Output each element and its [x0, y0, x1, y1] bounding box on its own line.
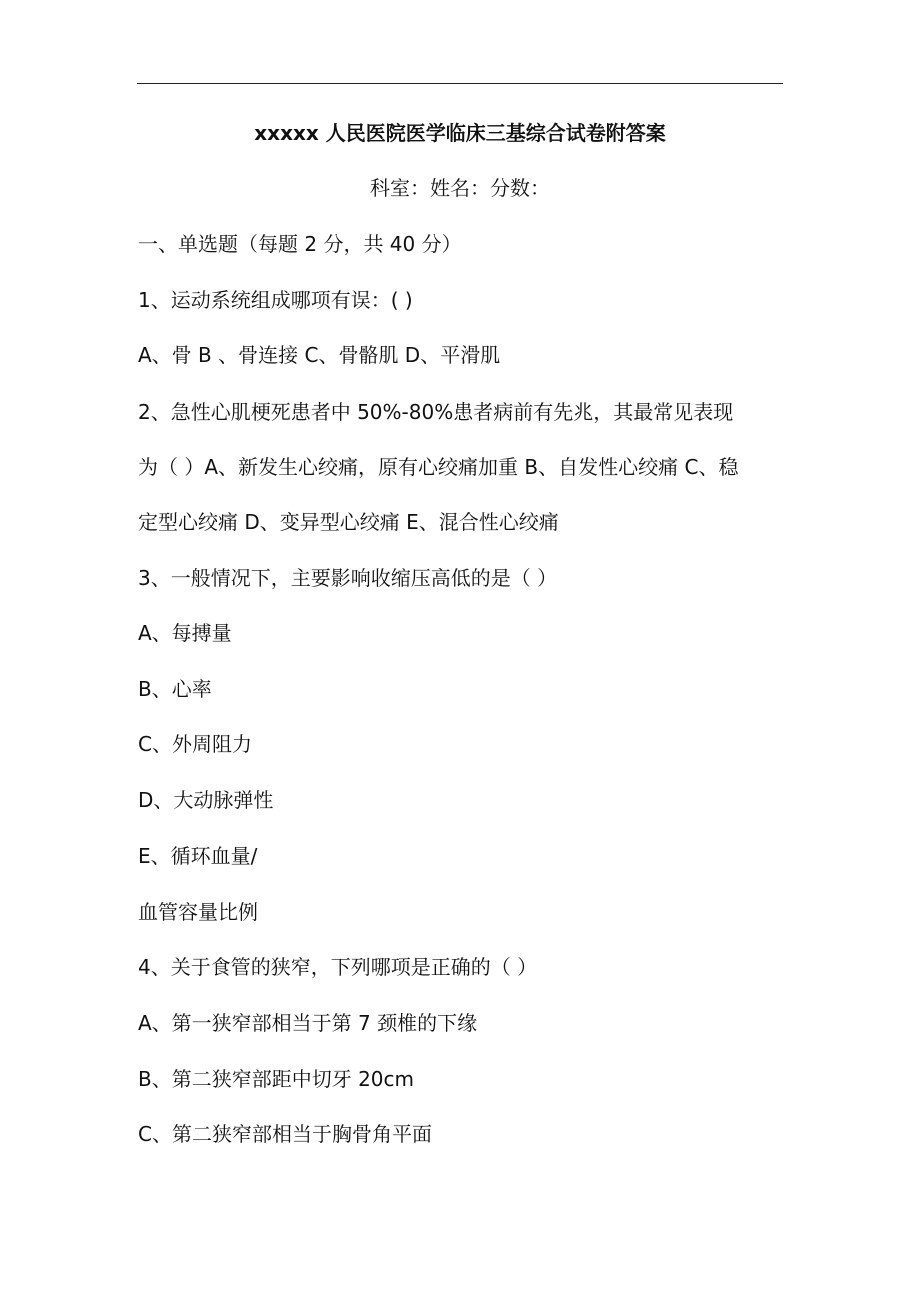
question-2-line-1: 2、急性心肌梗死患者中 50%-80%患者病前有先兆，其最常见表现 — [138, 400, 734, 424]
question-3-option-e: E、循环血量/ — [138, 844, 258, 868]
question-3-option-b: B、心率 — [138, 677, 212, 701]
document-title: xxxxx 人民医院医学临床三基综合试卷附答案 — [254, 121, 666, 145]
question-3-option-c: C、外周阻力 — [138, 732, 252, 756]
question-4-option-c: C、第二狭窄部相当于胸骨角平面 — [138, 1122, 432, 1146]
question-1: 1、运动系统组成哪项有误：( ) — [138, 288, 413, 312]
question-2-line-2: 为（ ）A、新发生心绞痛，原有心绞痛加重 B、自发性心绞痛 C、稳 — [138, 455, 739, 479]
question-4-option-b: B、第二狭窄部距中切牙 20cm — [138, 1067, 415, 1091]
question-1-options: A、骨 B 、骨连接 C、骨骼肌 D、平滑肌 — [138, 343, 501, 367]
question-3-option-a: A、每搏量 — [138, 621, 232, 645]
question-2-line-3: 定型心绞痛 D、变异型心绞痛 E、混合性心绞痛 — [138, 510, 559, 534]
question-3-option-d: D、大动脉弹性 — [138, 788, 274, 812]
header-fields: 科室：姓名：分数： — [370, 176, 550, 200]
header-rule — [137, 83, 783, 84]
question-3-option-e-cont: 血管容量比例 — [138, 900, 258, 924]
section-heading: 一、单选题（每题 2 分，共 40 分） — [138, 232, 462, 256]
question-3: 3、一般情况下，主要影响收缩压高低的是（ ） — [138, 566, 558, 590]
question-4-option-a: A、第一狭窄部相当于第 7 颈椎的下缘 — [138, 1011, 478, 1035]
question-4: 4、关于食管的狭窄，下列哪项是正确的（ ） — [138, 955, 538, 979]
